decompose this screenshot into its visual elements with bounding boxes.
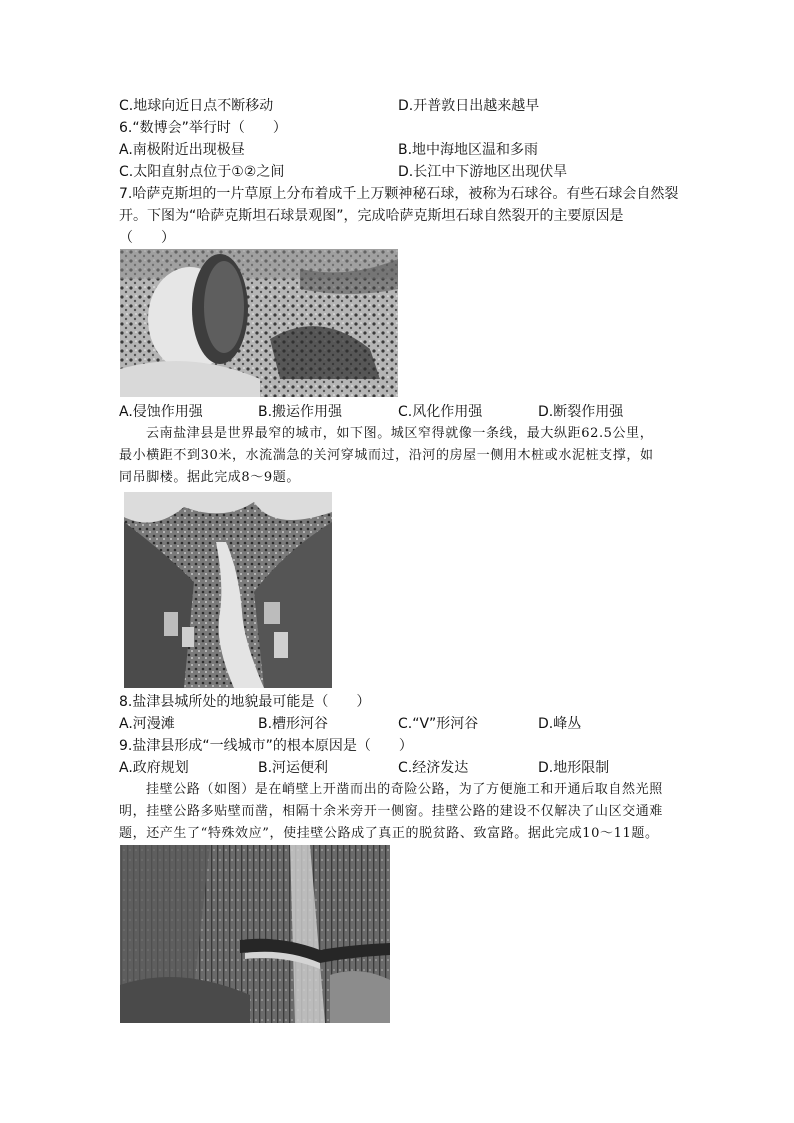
passage-road-line-3: 题，还产生了“特殊效应”，使挂壁公路成了真正的脱贫路、致富路。据此完成10～11题。 bbox=[119, 826, 659, 841]
q7-option-d: D.断裂作用强 bbox=[538, 404, 624, 420]
q9-option-c: C.经济发达 bbox=[398, 760, 469, 776]
q6-option-a: A.南极附近出现极昼 bbox=[119, 142, 245, 158]
q8-option-a: A.河漫滩 bbox=[119, 716, 175, 732]
stone-ball-photo bbox=[120, 249, 398, 397]
q9-option-a: A.政府规划 bbox=[119, 760, 189, 776]
q7-stem-line-3: （ ） bbox=[119, 230, 175, 246]
q7-option-c: C.风化作用强 bbox=[398, 404, 483, 420]
passage-yanjin-line-3: 同吊脚楼。据此完成8～9题。 bbox=[119, 470, 300, 485]
passage-road-line-2: 明，挂壁公路多贴壁而凿，相隔十余米旁开一侧窗。挂壁公路的建设不仅解决了山区交通难 bbox=[119, 804, 664, 819]
q7-stem-line-2: 开。下图为“哈萨克斯坦石球景观图”，完成哈萨克斯坦石球自然裂开的主要原因是 bbox=[119, 208, 624, 224]
q6-option-c: C.太阳直射点位于①②之间 bbox=[119, 164, 285, 180]
q7-option-a: A.侵蚀作用强 bbox=[119, 404, 203, 420]
q8-option-d: D.峰丛 bbox=[538, 716, 582, 732]
q7-stem-line-1: 7.哈萨克斯坦的一片草原上分布着成千上万颗神秘石球，被称为石球谷。有些石球会自然裂 bbox=[119, 186, 679, 202]
q9-option-d: D.地形限制 bbox=[538, 760, 610, 776]
q5-option-d: D.开普敦日出越来越早 bbox=[398, 98, 540, 114]
q7-option-b: B.搬运作用强 bbox=[258, 404, 343, 420]
q8-stem: 8.盐津县城所处的地貌最可能是（ ） bbox=[119, 694, 371, 710]
passage-yanjin-line-1: 云南盐津县是世界最窄的城市，如下图。城区窄得就像一条线，最大纵距62.5公里， bbox=[146, 426, 654, 441]
passage-yanjin-line-2: 最小横距不到30米，水流湍急的关河穿城而过，沿河的房屋一侧用木桩或水泥桩支撑，如 bbox=[119, 448, 654, 463]
q5-option-c: C.地球向近日点不断移动 bbox=[119, 98, 274, 114]
passage-road-line-1: 挂壁公路（如图）是在峭壁上开凿而出的奇险公路，为了方便施工和开通后取自然光照 bbox=[146, 782, 663, 797]
cliff-road-photo bbox=[120, 845, 390, 1023]
q8-option-c: C.“V”形河谷 bbox=[398, 716, 479, 732]
q9-stem: 9.盐津县形成“一线城市”的根本原因是（ ） bbox=[119, 738, 413, 754]
q6-option-d: D.长江中下游地区出现伏旱 bbox=[398, 164, 568, 180]
q9-option-b: B.河运便利 bbox=[258, 760, 329, 776]
q8-option-b: B.槽形河谷 bbox=[258, 716, 329, 732]
q6-option-b: B.地中海地区温和多雨 bbox=[398, 142, 539, 158]
q6-stem: 6.“数博会”举行时（ ） bbox=[119, 120, 287, 136]
yanjin-city-photo bbox=[124, 492, 332, 688]
